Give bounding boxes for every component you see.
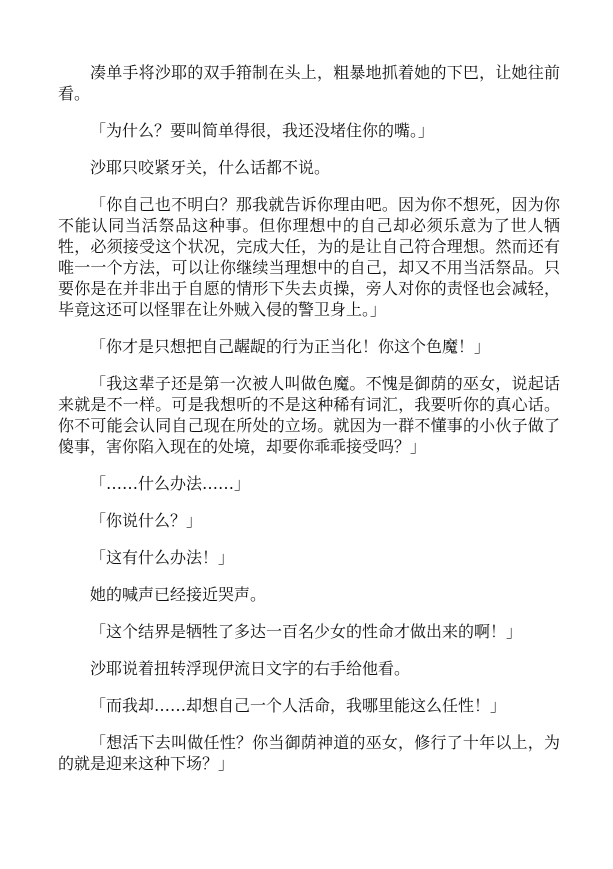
paragraph: 「我这辈子还是第一次被人叫做色魔。不愧是御荫的巫女，说起话来就是不一样。可是我想听的不是这种稀有词汇，我要听你的真心话。你不可能会认同自己现在所处的立场。就因为一群不懂事的小伙子做了傻事，害你陷入现在的处境，却要你乖乖接受吗？」 [58, 374, 560, 456]
paragraph: 「你自己也不明白？那我就告诉你理由吧。因为你不想死，因为你不能认同当活祭品这种事。但你理想中的自己却必须乐意为了世人牺牲，必须接受这个状况，完成大任，为的是让自己符合理想。然而还有唯一一个方法，可以让你继续当理想中的自己，却又不用当活祭品。只要你是在并非出于自愿的情形下失去贞操，旁人对你的责怪也会减轻，毕竟这还可以怪罪在让外贼入侵的警卫身上。」 [58, 195, 560, 319]
paragraph: 「想活下去叫做任性？你当御荫神道的巫女，修行了十年以上，为的就是迎来这种下场？」 [58, 733, 560, 773]
paragraph: 「这有什么办法！」 [90, 548, 235, 567]
paragraph: 「你才是只想把自己龌龊的行为正当化！你这个色魔！」 [90, 337, 491, 356]
paragraph: 沙耶只咬紧牙关，什么话都不说。 [90, 158, 331, 177]
paragraph: 「而我却……却想自己一个人活命，我哪里能这么任性！」 [90, 696, 507, 715]
paragraph: 「你说什么？」 [90, 511, 203, 530]
paragraph: 她的喊声已经接近哭声。 [90, 585, 267, 604]
document-page [58, 62, 560, 790]
paragraph: 凑单手将沙耶的双手箝制在头上，粗暴地抓着她的下巴，让她往前看。 [58, 63, 560, 103]
paragraph: 「……什么办法……」 [90, 474, 251, 493]
paragraph: 「为什么？要叫简单得很，我还没堵住你的嘴。」 [90, 121, 435, 140]
paragraph: 「这个结界是牺牲了多达一百名少女的性命才做出来的啊！」 [90, 622, 523, 641]
paragraph: 沙耶说着扭转浮现伊流日文字的右手给他看。 [90, 659, 411, 678]
